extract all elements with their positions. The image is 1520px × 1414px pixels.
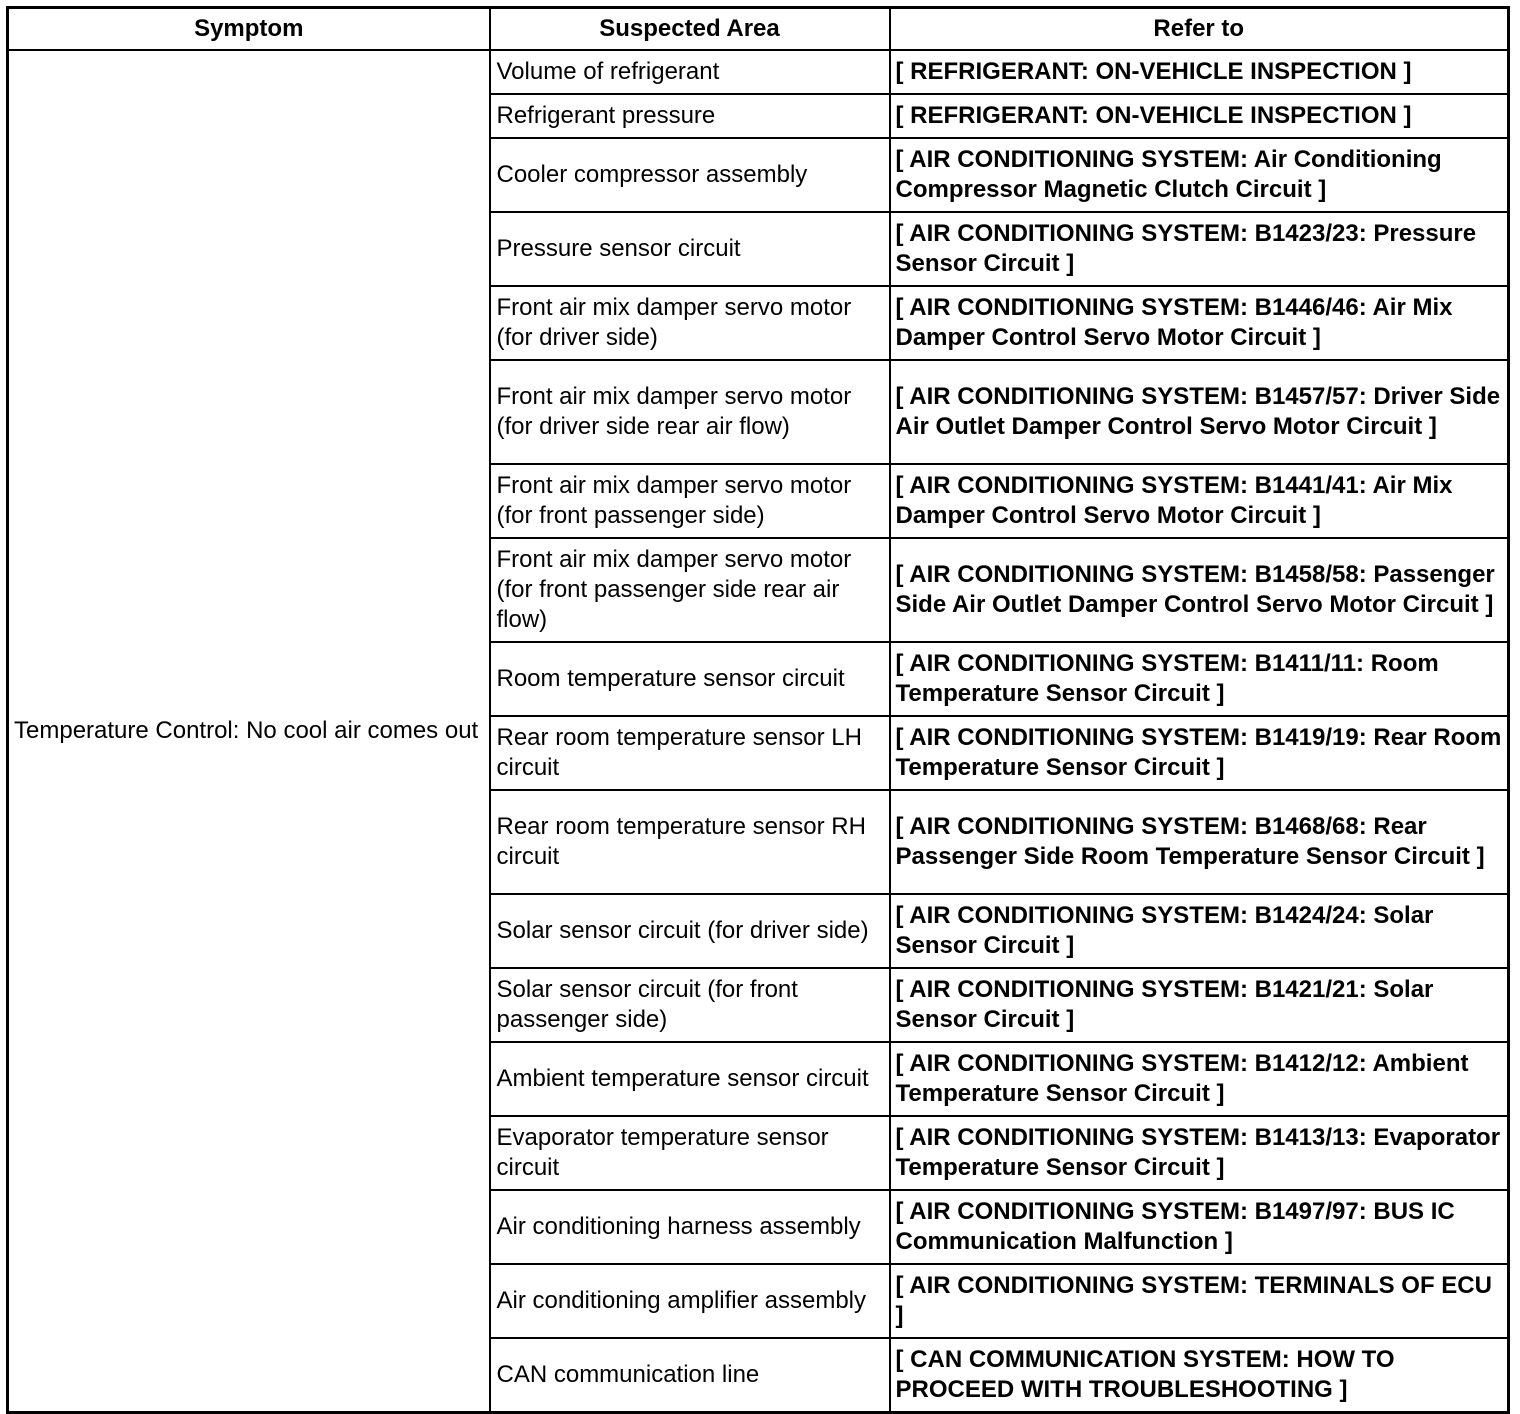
refer-link[interactable]: [ CAN COMMUNICATION SYSTEM: HOW TO PROCEED WITH TROUBLESHOOTING ] bbox=[890, 1338, 1509, 1413]
symptom-cell: Temperature Control: No cool air comes out bbox=[8, 50, 490, 1413]
suspected-area-cell: Cooler compressor assembly bbox=[490, 138, 890, 212]
refer-link[interactable]: [ AIR CONDITIONING SYSTEM: B1412/12: Ambient Temperature Sensor Circuit ] bbox=[890, 1042, 1509, 1116]
refer-link[interactable]: [ AIR CONDITIONING SYSTEM: B1497/97: BUS IC Communication Malfunction ] bbox=[890, 1190, 1509, 1264]
refer-link[interactable]: [ REFRIGERANT: ON-VEHICLE INSPECTION ] bbox=[890, 94, 1509, 138]
suspected-area-cell: Room temperature sensor circuit bbox=[490, 642, 890, 716]
suspected-area-cell: Pressure sensor circuit bbox=[490, 212, 890, 286]
suspected-area-cell: Air conditioning amplifier assembly bbox=[490, 1264, 890, 1338]
suspected-area-cell: Front air mix damper servo motor (for front passenger side) bbox=[490, 464, 890, 538]
refer-link[interactable]: [ AIR CONDITIONING SYSTEM: B1468/68: Rear Passenger Side Room Temperature Sensor Circuit ] bbox=[890, 790, 1509, 894]
suspected-area-cell: Air conditioning harness assembly bbox=[490, 1190, 890, 1264]
refer-link[interactable]: [ AIR CONDITIONING SYSTEM: B1423/23: Pressure Sensor Circuit ] bbox=[890, 212, 1509, 286]
suspected-area-cell: Front air mix damper servo motor (for driver side rear air flow) bbox=[490, 360, 890, 464]
troubleshooting-table bbox=[6, 6, 1510, 1414]
suspected-area-cell: Evaporator temperature sensor circuit bbox=[490, 1116, 890, 1190]
suspected-area-cell: Front air mix damper servo motor (for front passenger side rear air flow) bbox=[490, 538, 890, 642]
suspected-area-cell: Ambient temperature sensor circuit bbox=[490, 1042, 890, 1116]
refer-link[interactable]: [ AIR CONDITIONING SYSTEM: B1441/41: Air Mix Damper Control Servo Motor Circuit ] bbox=[890, 464, 1509, 538]
suspected-area-cell: Solar sensor circuit (for front passenger side) bbox=[490, 968, 890, 1042]
refer-link[interactable]: [ AIR CONDITIONING SYSTEM: B1446/46: Air Mix Damper Control Servo Motor Circuit ] bbox=[890, 286, 1509, 360]
refer-link[interactable]: [ AIR CONDITIONING SYSTEM: Air Conditioning Compressor Magnetic Clutch Circuit ] bbox=[890, 138, 1509, 212]
header-symptom: Symptom bbox=[8, 8, 490, 51]
refer-link[interactable]: [ AIR CONDITIONING SYSTEM: B1419/19: Rear Room Temperature Sensor Circuit ] bbox=[890, 716, 1509, 790]
suspected-area-cell: Front air mix damper servo motor (for driver side) bbox=[490, 286, 890, 360]
refer-link[interactable]: [ AIR CONDITIONING SYSTEM: B1421/21: Solar Sensor Circuit ] bbox=[890, 968, 1509, 1042]
refer-link[interactable]: [ REFRIGERANT: ON-VEHICLE INSPECTION ] bbox=[890, 50, 1509, 94]
refer-link[interactable]: [ AIR CONDITIONING SYSTEM: B1458/58: Passenger Side Air Outlet Damper Control Servo Motor Circuit ] bbox=[890, 538, 1509, 642]
header-suspected-area: Suspected Area bbox=[490, 8, 890, 51]
header-refer-to: Refer to bbox=[890, 8, 1509, 51]
refer-link[interactable]: [ AIR CONDITIONING SYSTEM: B1424/24: Solar Sensor Circuit ] bbox=[890, 894, 1509, 968]
suspected-area-cell: CAN communication line bbox=[490, 1338, 890, 1413]
suspected-area-cell: Volume of refrigerant bbox=[490, 50, 890, 94]
refer-link[interactable]: [ AIR CONDITIONING SYSTEM: TERMINALS OF ECU ] bbox=[890, 1264, 1509, 1338]
refer-link[interactable]: [ AIR CONDITIONING SYSTEM: B1411/11: Room Temperature Sensor Circuit ] bbox=[890, 642, 1509, 716]
header-row bbox=[8, 8, 1509, 51]
suspected-area-cell: Solar sensor circuit (for driver side) bbox=[490, 894, 890, 968]
refer-link[interactable]: [ AIR CONDITIONING SYSTEM: B1413/13: Evaporator Temperature Sensor Circuit ] bbox=[890, 1116, 1509, 1190]
suspected-area-cell: Rear room temperature sensor LH circuit bbox=[490, 716, 890, 790]
refer-link[interactable]: [ AIR CONDITIONING SYSTEM: B1457/57: Driver Side Air Outlet Damper Control Servo Motor Circuit ] bbox=[890, 360, 1509, 464]
suspected-area-cell: Rear room temperature sensor RH circuit bbox=[490, 790, 890, 894]
suspected-area-cell: Refrigerant pressure bbox=[490, 94, 890, 138]
table-row bbox=[8, 50, 1509, 94]
